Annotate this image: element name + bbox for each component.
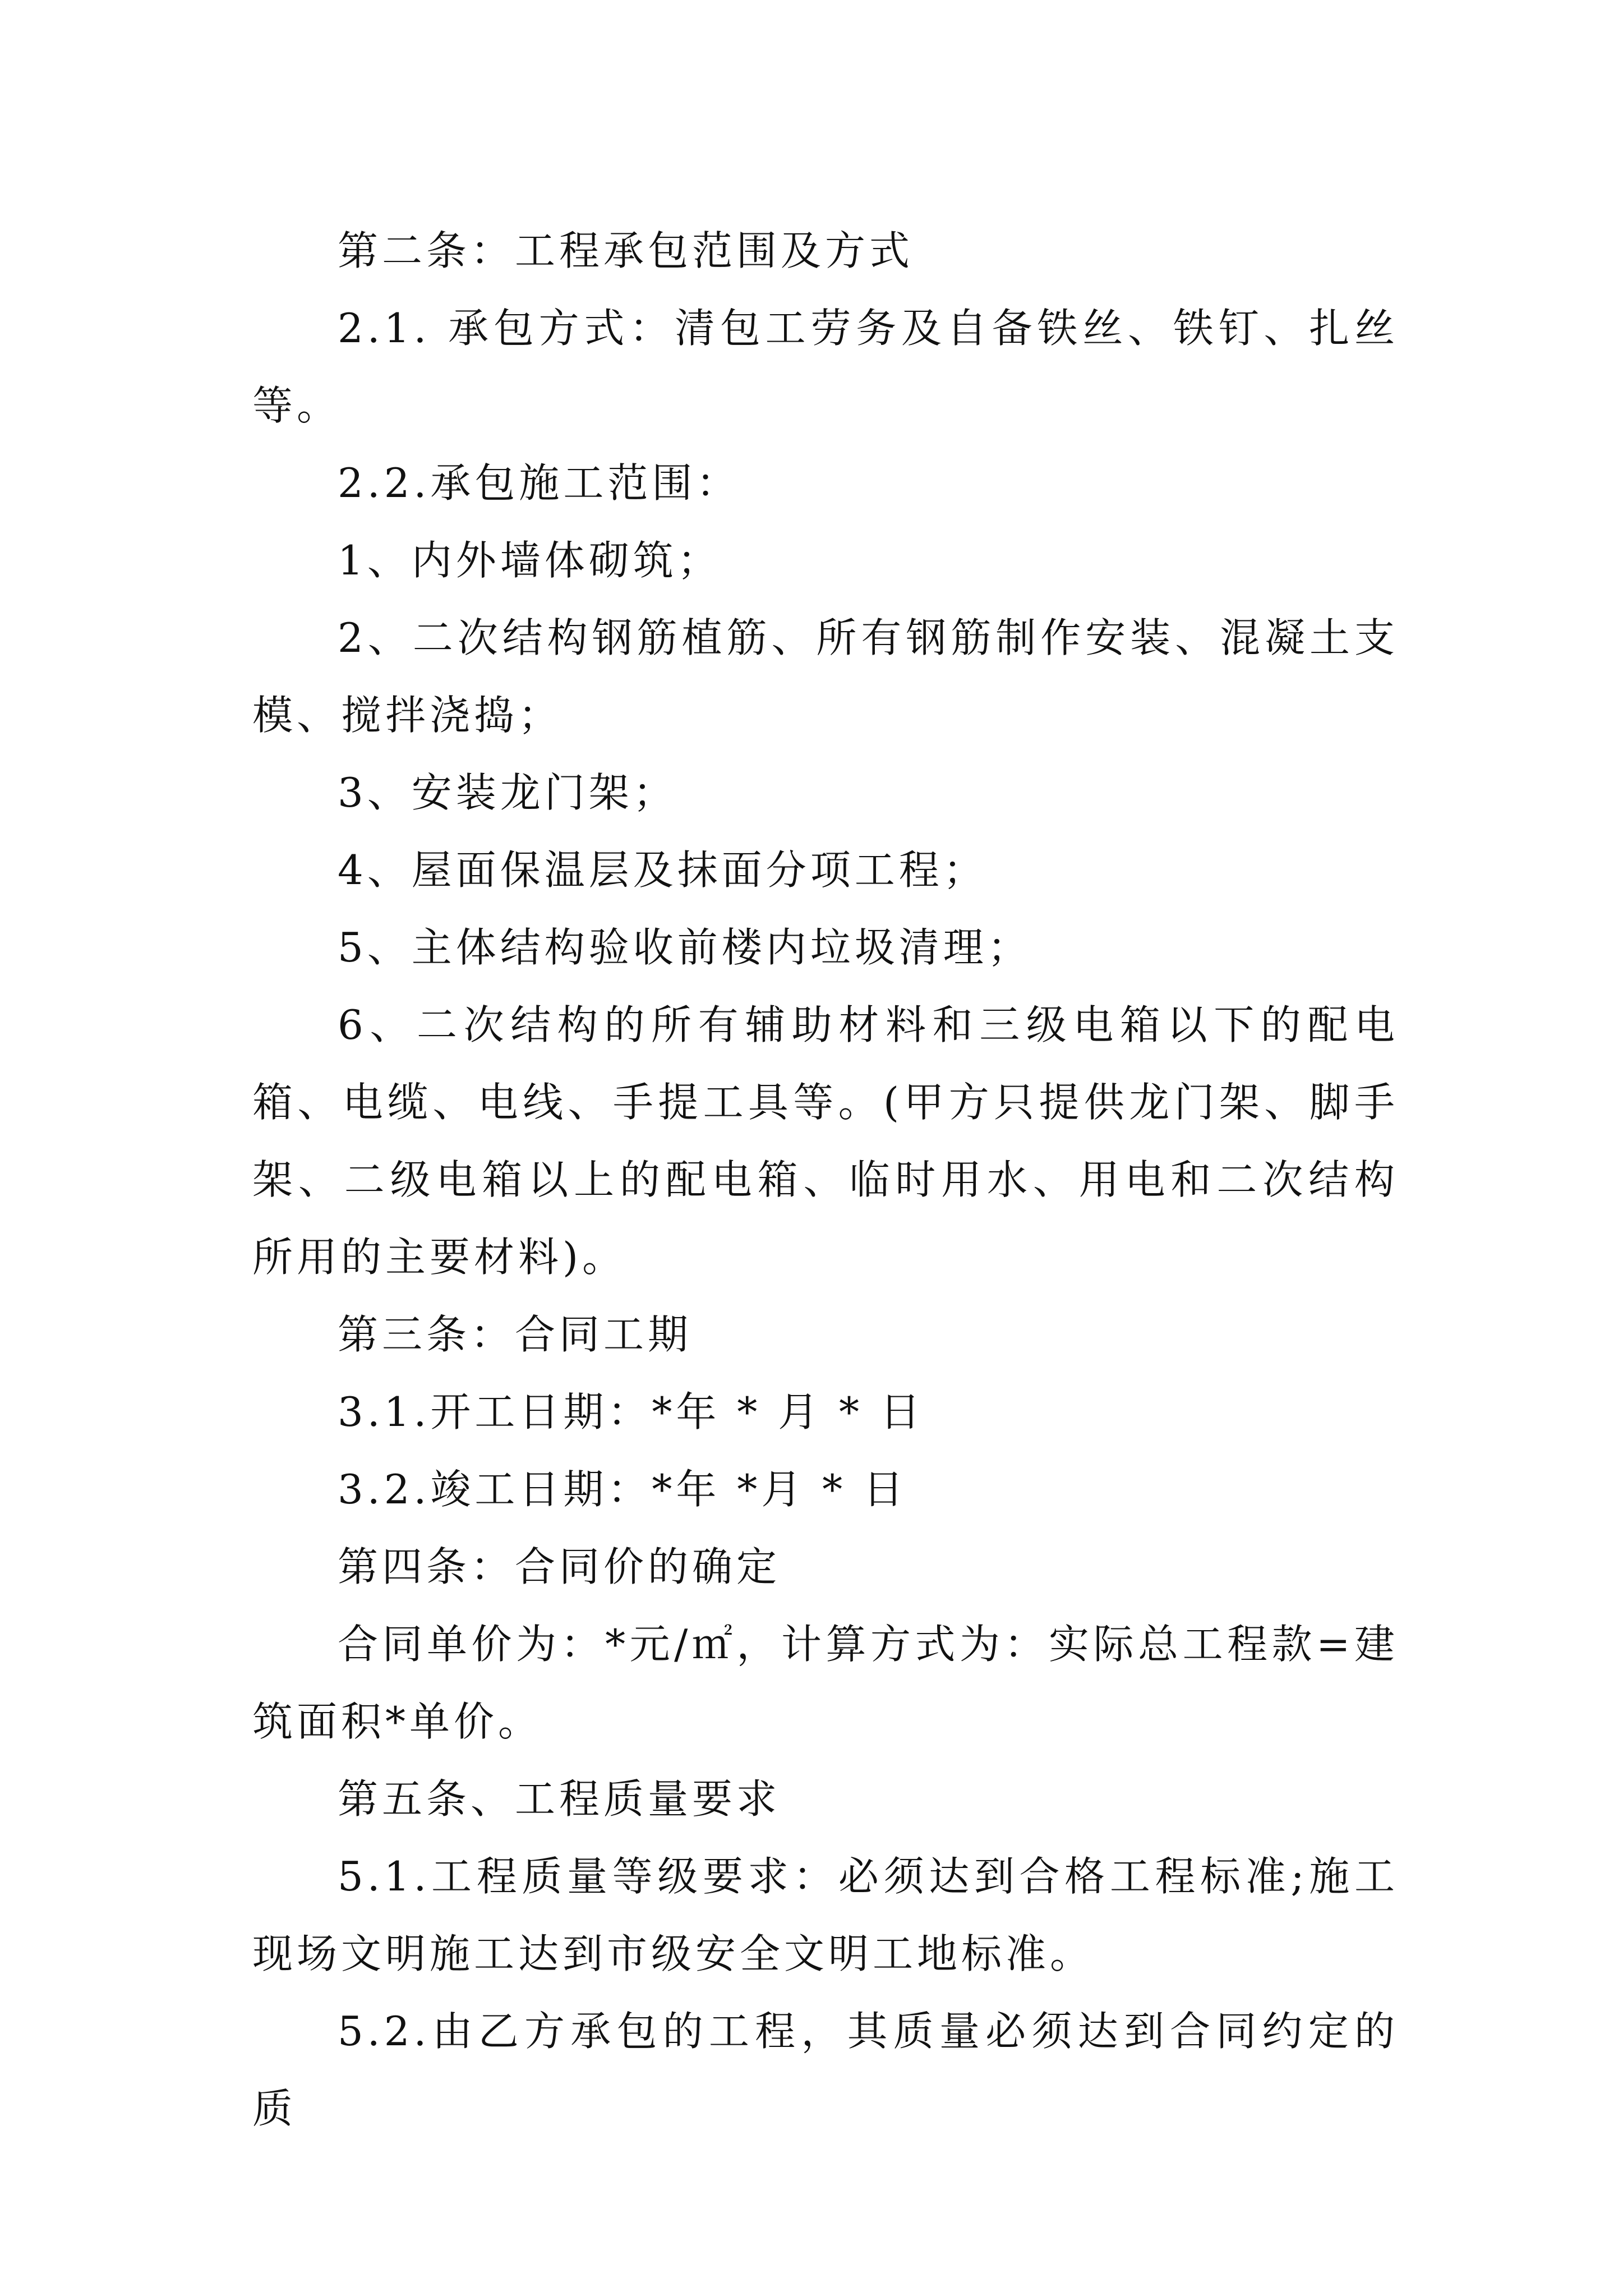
document-body <box>252 212 1399 2147</box>
scope-item-2: 2、二次结构钢筋植筋、所有钢筋制作安装、混凝土支模、搅拌浇捣； <box>252 614 1399 739</box>
clause-3-1: 3.1.开工日期：*年 * 月 * 日 <box>338 1388 924 1435</box>
clause-5-2: 5.2.由乙方承包的工程，其质量必须达到合同约定的质 <box>252 2008 1399 2132</box>
article-2-heading: 第二条：工程承包范围及方式 <box>338 227 914 274</box>
scope-item-4: 4、屋面保温层及抹面分项工程； <box>338 846 988 894</box>
article-3-heading: 第三条：合同工期 <box>338 1311 693 1358</box>
article-5-heading: 第五条、工程质量要求 <box>338 1775 781 1823</box>
clause-2-1: 2.1. 承包方式：清包工劳务及自备铁丝、铁钉、扎丝等。 <box>252 305 1399 429</box>
unit-price-paragraph: 合同单价为：*元/㎡，计算方式为：实际总工程款=建筑面积*单价。 <box>252 1621 1399 1745</box>
clause-3-2: 3.2.竣工日期：*年 *月 * 日 <box>338 1466 908 1513</box>
article-4-heading: 第四条：合同价的确定 <box>338 1543 781 1590</box>
scope-item-5: 5、主体结构验收前楼内垃圾清理； <box>338 924 1032 971</box>
clause-2-2: 2.2.承包施工范围： <box>338 459 741 507</box>
scope-item-3: 3、安装龙门架； <box>338 769 677 816</box>
scope-item-6: 6、二次结构的所有辅助材料和三级电箱以下的配电箱、电缆、电线、手提工具等。(甲方只提供龙门架、脚手架、二级电箱以上的配电箱、临时用水、用电和二次结构所用的主要材料)。 <box>252 1001 1399 1281</box>
clause-5-1: 5.1.工程质量等级要求：必须达到合格工程标准;施工现场文明施工达到市级安全文明工地标准。 <box>252 1853 1399 1977</box>
scope-item-1: 1、内外墙体砌筑； <box>338 537 722 584</box>
